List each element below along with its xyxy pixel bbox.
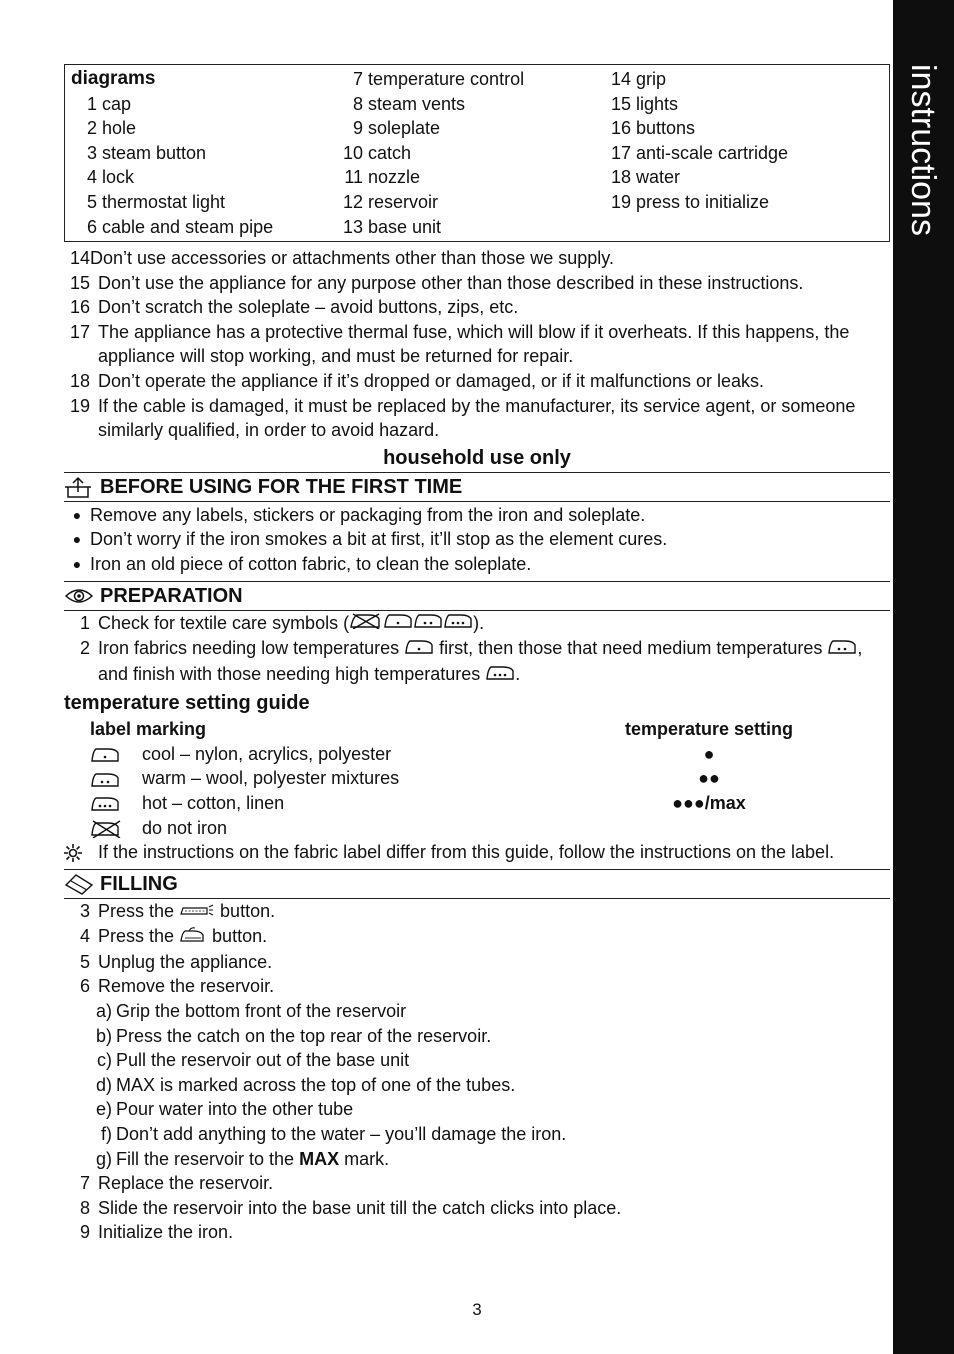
list-item: e) Pour water into the other tube: [95, 1099, 354, 1120]
diagram-item: 6 cable and steam pipe: [86, 216, 274, 237]
list-item: 8 Slide the reservoir into the base unit till the catch clicks into place.: [79, 1197, 622, 1218]
do-not-iron-icon: [349, 611, 383, 636]
section-title: FILLING: [100, 872, 178, 895]
iron-two-dot-icon: [827, 637, 857, 662]
list-item: 1 Check for textile care symbols ( ).: [64, 611, 890, 637]
unpack-box-icon: [64, 475, 100, 499]
list-item: ● Don’t worry if the iron smokes a bit at first, it’ll stop as the element cures.: [72, 529, 668, 550]
diagram-title: diagrams: [71, 68, 156, 89]
list-item: 7 Replace the reservoir.: [79, 1173, 274, 1194]
list-item: f) Don’t add anything to the water – you’ll damage the iron.: [101, 1123, 567, 1144]
list-item: c) Pull the reservoir out of the base unit: [97, 1050, 410, 1071]
diagram-item: 10 catch: [342, 142, 412, 163]
sidebar-label: instructions: [904, 64, 942, 236]
diagram-item: 7 temperature control: [352, 69, 525, 89]
sun-star-icon: [64, 840, 90, 865]
list-item: 17 The appliance has a protective thermal fuse, which will blow if it overheats. If this happens, the appliance will stop working, and must be returned for repair.: [69, 321, 850, 367]
safety-list: [64, 246, 890, 443]
diagram-item: 19 press to initialize: [610, 191, 770, 212]
list-item: ● Remove any labels, stickers or packaging from the iron and soleplate.: [72, 504, 646, 525]
diagram-item: 16 buttons: [610, 118, 696, 139]
column-header-label: label marking: [90, 719, 207, 740]
list-item: 18 Don’t operate the appliance if it’s dropped or damaged, or if it malfunctions or leaks.: [69, 370, 765, 391]
list-item: g) Fill the reservoir to the MAX mark.: [95, 1148, 390, 1169]
diagram-item: 17 anti-scale cartridge: [610, 142, 789, 163]
diagram-item: 11 nozzle: [344, 167, 421, 188]
do-not-iron-icon: [90, 816, 122, 841]
list-item: 5 Unplug the appliance.: [79, 951, 273, 972]
diagram-item: 9 soleplate: [352, 118, 441, 139]
preparation-steps: [64, 611, 890, 688]
diagram-column-2: [337, 67, 524, 239]
section-title: BEFORE USING FOR THE FIRST TIME: [100, 475, 463, 498]
list-item: 15 Don’t use the appliance for any purpose other than those described in these instructions.: [69, 272, 804, 293]
diagram-item: 15 lights: [610, 93, 679, 114]
page-content: [64, 64, 890, 1245]
diagram-item: 14 grip: [610, 69, 667, 89]
diagram-item: 2 hole: [86, 118, 137, 139]
table-row: cool – nylon, acrylics, polyester ●: [64, 742, 890, 767]
iron-two-dot-icon: [413, 611, 443, 636]
diagram-column-1: [71, 67, 273, 239]
filling-substeps: [64, 999, 890, 1171]
diagram-item: 13 base unit: [342, 216, 442, 237]
section-before-first-use: [64, 472, 890, 502]
diagram-item: 1 cap: [86, 93, 132, 114]
page-number: 3: [472, 1300, 482, 1319]
sidebar-tab: [893, 0, 954, 1354]
iron-one-dot-icon: [90, 742, 120, 767]
list-item: d) MAX is marked across the top of one of the tubes.: [95, 1074, 516, 1095]
iron-steam-button-icon: [179, 925, 207, 950]
iron-three-dot-icon: [485, 663, 515, 688]
filling-steps-end: [64, 1171, 890, 1245]
table-header: [64, 717, 890, 742]
list-item: b) Press the catch on the top rear of the reservoir.: [95, 1025, 492, 1046]
iron-two-dot-icon: [90, 766, 120, 791]
table-row: hot – cotton, linen ●●●/max: [64, 791, 890, 816]
iron-one-dot-icon: [404, 637, 434, 662]
list-item: ● Iron an old piece of cotton fabric, to clean the soleplate.: [72, 553, 532, 574]
diagram-item: 4 lock: [86, 167, 135, 188]
diagram-item: 18 water: [610, 167, 681, 188]
diagram-column-3: [605, 67, 788, 215]
household-use-heading: household use only: [383, 446, 571, 469]
section-filling: [64, 869, 890, 899]
iron-three-dot-icon: [443, 611, 473, 636]
column-header-setting: temperature setting: [624, 719, 794, 740]
list-item: 14 Don’t use accessories or attachments other than those we supply.: [69, 248, 614, 268]
table-row: warm – wool, polyester mixtures ●●: [64, 766, 890, 791]
list-item: 16 Don’t scratch the soleplate – avoid buttons, zips, etc.: [69, 297, 519, 318]
list-item: 2 Iron fabrics needing low temperatures first, then those that need medium temperatures , and finish with those needing high temperatures .: [64, 636, 890, 687]
iron-three-dot-icon: [90, 791, 120, 816]
list-item: 19 If the cable is damaged, it must be replaced by the manufacturer, its service agent, or someone similarly qualified, in order to avoid hazard.: [69, 395, 856, 441]
temperature-guide-title: temperature setting guide: [64, 692, 310, 715]
guide-note: If the instructions on the fabric label differ from this guide, follow the instructions on the label.: [64, 840, 890, 865]
diagram-key-box: [64, 64, 890, 242]
diagram-item: 8 steam vents: [352, 93, 466, 114]
section-title: PREPARATION: [100, 584, 243, 607]
diagram-item: 3 steam button: [86, 142, 207, 163]
list-item: 4 Press the button.: [64, 924, 890, 950]
eye-icon: [64, 586, 100, 606]
diagram-item: 12 reservoir: [342, 191, 439, 212]
pencil-eraser-icon: [64, 873, 100, 895]
list-item: 9 Initialize the iron.: [79, 1222, 234, 1243]
before-bullets: [64, 503, 890, 577]
temperature-guide-table: [64, 717, 890, 840]
list-item: 3 Press the button.: [64, 899, 890, 925]
section-preparation: [64, 581, 890, 611]
filling-steps: [64, 899, 890, 999]
list-item: 6 Remove the reservoir.: [79, 976, 275, 997]
list-item: a) Grip the bottom front of the reservoir: [95, 1001, 407, 1022]
diagram-item: 5 thermostat light: [86, 191, 226, 212]
steam-shot-button-icon: [179, 900, 215, 925]
table-row: do not iron: [64, 816, 890, 841]
iron-one-dot-icon: [383, 611, 413, 636]
